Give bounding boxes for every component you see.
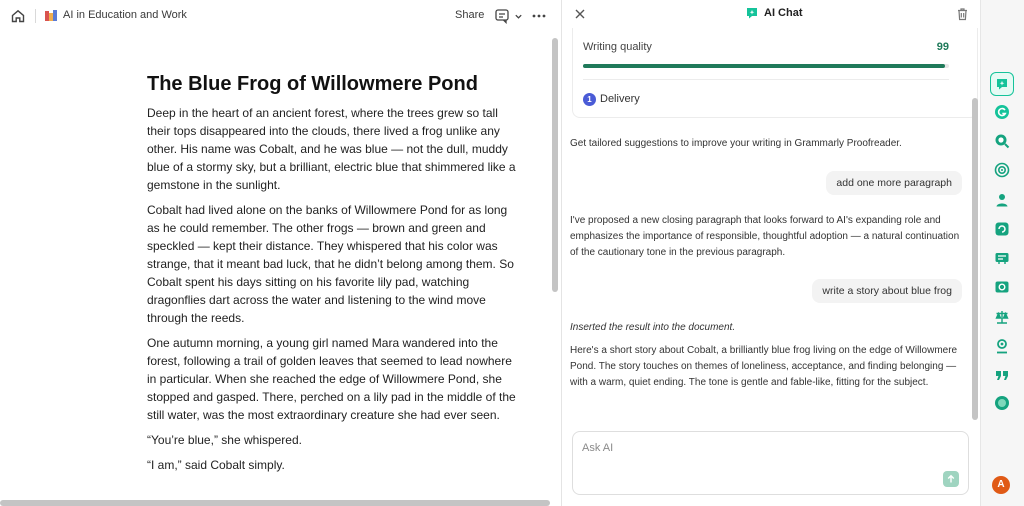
document-body[interactable] [147, 70, 522, 481]
user-message: write a story about blue frog [812, 279, 962, 303]
user-message: add one more paragraph [826, 171, 962, 195]
document-emoji-icon [44, 8, 58, 22]
document-horizontal-scrollbar[interactable] [0, 500, 550, 506]
assistant-message: Get tailored suggestions to improve your writing in Grammarly Proofreader. [570, 138, 902, 149]
document-paragraph: One autumn morning, a young girl named Mara wandered into the forest, following a trail of golden leaves that seemed to lead nowhere in particular. When she reached the edge of Willowmere Pond, she stopped and gasped. There, perched on a lily pad in the middle of the still water, was the most extraordinary creature she had ever seen. [147, 336, 516, 422]
reader-icon[interactable] [992, 248, 1012, 268]
quote-icon[interactable] [992, 365, 1012, 385]
delivery-count-badge: 1 [583, 93, 596, 106]
writing-quality-bar-fill [583, 64, 945, 68]
assistant-message: I've proposed a new closing paragraph that looks forward to AI's expanding role and emphasizes the importance of responsible, thoughtful adoption — a natural continuation of the cautionary tone in the previous paragraph. [570, 215, 960, 258]
document-vertical-scrollbar[interactable] [552, 38, 558, 292]
more-options-icon[interactable] [531, 8, 547, 24]
home-icon[interactable] [10, 8, 26, 24]
share-button[interactable]: Share [455, 9, 485, 21]
expert-icon[interactable] [992, 336, 1012, 356]
document-title: The Blue Frog of Willowmere Pond [147, 73, 478, 95]
topbar-divider [35, 9, 36, 23]
balance-icon[interactable] [992, 307, 1012, 327]
grammarly-g-icon[interactable] [992, 102, 1012, 122]
close-icon[interactable] [573, 7, 587, 21]
writing-quality-label: Writing quality [583, 41, 652, 53]
target-icon[interactable] [992, 160, 1012, 180]
writing-quality-bar [583, 64, 949, 68]
search-zoom-icon[interactable] [992, 131, 1012, 151]
ai-chat-icon[interactable] [990, 72, 1014, 96]
chat-scrollbar[interactable] [972, 98, 978, 420]
humanizer-icon[interactable] [992, 393, 1012, 413]
document-paragraph: “I am,” said Cobalt simply. [147, 458, 285, 472]
document-topbar [0, 0, 561, 32]
ask-ai-box [572, 431, 969, 495]
writing-quality-score: 99 [936, 41, 949, 53]
chat-title: AI Chat [764, 7, 803, 19]
plagiarism-icon[interactable] [992, 219, 1012, 239]
assistant-message: Here's a short story about Cobalt, a brilliantly blue frog living on the edge of Willowmere Pond. The story touches on themes of loneliness, acceptance, and finding belonging — with a warm, quiet ending. The tone is gentle and fable-like, fitting for the subject. [570, 345, 958, 388]
document-paragraph: “You’re blue,” she whispered. [147, 433, 302, 447]
ai-detector-icon[interactable] [992, 277, 1012, 297]
document-paragraph: Deep in the heart of an ancient forest, where the trees grew so tall their tops disappeared into the clouds, there lived a frog unlike any other. His name was Cobalt, and he was blue — not the dull, muddy blue of a stormy sky, but a brilliant, electric blue that shimmered like a gemstone in the sunlight. [147, 106, 516, 192]
document-paragraph: Cobalt had lived alone on the banks of Willowmere Pond for as long as he could remember. The other frogs — brown and green and speckled — kept their distance. They whispered that his color was strange, that it meant bad luck, that he didn’t belong among them. So Cobalt spent his days sitting on his favorite lily pad, watching dragonflies dart across the water and listening to the wind move through the reeds. [147, 203, 514, 325]
send-button[interactable] [943, 471, 959, 487]
user-avatar[interactable]: A [992, 476, 1010, 494]
right-tool-rail [980, 0, 1024, 506]
document-name[interactable]: AI in Education and Work [63, 9, 187, 21]
user-icon[interactable] [992, 190, 1012, 210]
ai-chat-panel [562, 0, 980, 506]
comment-icon[interactable] [494, 8, 510, 24]
card-divider [583, 79, 949, 80]
ai-chat-logo-icon [745, 6, 759, 20]
insert-status-message: Inserted the result into the document. [570, 322, 736, 333]
delivery-item[interactable]: Delivery [600, 93, 640, 105]
chevron-down-icon[interactable] [514, 12, 523, 21]
ai-chat-glyph-icon [995, 77, 1009, 91]
trash-icon[interactable] [956, 7, 969, 21]
arrow-up-icon [946, 474, 956, 484]
ask-ai-input[interactable] [582, 442, 942, 454]
writing-quality-card [572, 28, 978, 118]
